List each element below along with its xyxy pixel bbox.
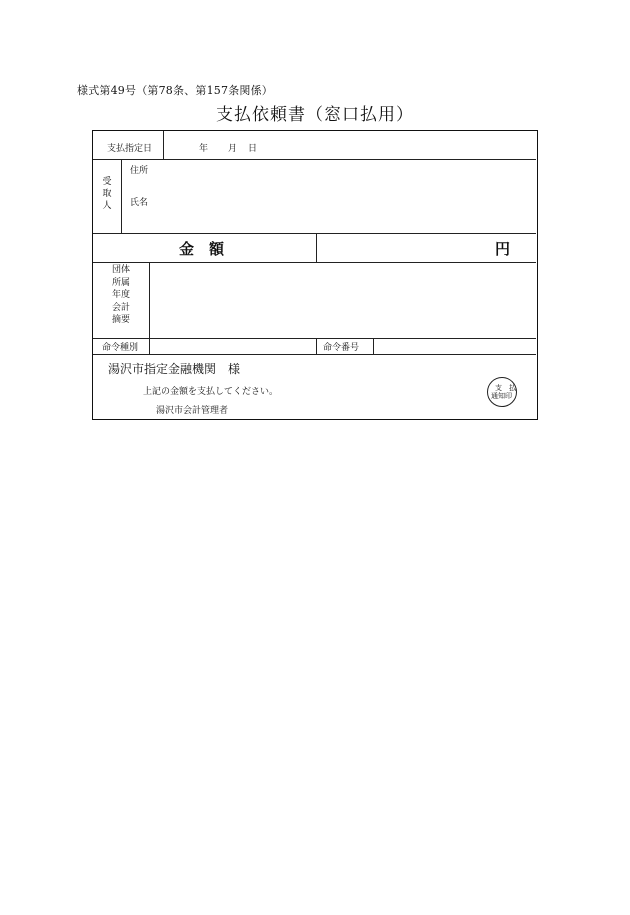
notice-seal-icon — [487, 377, 517, 407]
row-divider-recipient — [93, 233, 536, 234]
payment-date-label: 支払指定日 — [107, 144, 153, 154]
address-label: 住所 — [130, 166, 149, 176]
col-divider-order-number — [373, 338, 374, 354]
col-divider-summary — [149, 262, 150, 338]
addressee-text: 湯沢市指定金融機関 様 — [108, 362, 241, 376]
request-text: 上記の金額を支払してください。 — [143, 387, 279, 397]
summary-label — [103, 264, 139, 327]
payment-date-year-label: 年 — [199, 144, 209, 154]
order-number-label: 命令番号 — [323, 343, 360, 353]
col-divider-amount — [316, 233, 317, 262]
order-type-label: 命令種別 — [102, 343, 139, 353]
row-divider-amount — [93, 262, 536, 263]
seal-top-text: 支 払 — [495, 384, 516, 392]
payment-date-day-label: 日 — [248, 144, 258, 154]
amount-unit-label: 円 — [495, 240, 511, 258]
amount-label: 金 額 — [179, 240, 225, 258]
name-label: 氏名 — [130, 198, 149, 208]
recipient-label — [101, 176, 113, 212]
col-divider-date — [163, 131, 164, 159]
recipient-label-char-2: 取 — [102, 189, 112, 199]
summary-label-line-5: 摘要 — [111, 315, 130, 325]
recipient-label-char-1: 受 — [102, 177, 112, 187]
seal-bottom-text: 通知印 — [491, 392, 512, 400]
col-divider-order-middle — [316, 338, 317, 354]
payment-date-month-label: 月 — [228, 144, 238, 154]
payment-request-form — [92, 130, 538, 420]
row-divider-order — [93, 354, 536, 355]
col-divider-recipient — [121, 159, 122, 233]
summary-label-line-3: 年度 — [111, 290, 130, 300]
form-title: 支払依頼書（窓口払用） — [216, 105, 414, 125]
row-divider-summary — [93, 338, 536, 339]
summary-label-line-1: 団体 — [111, 265, 130, 275]
col-divider-order-type — [149, 338, 150, 354]
recipient-label-char-3: 人 — [102, 201, 112, 211]
row-divider-date — [93, 159, 536, 160]
issuer-text: 湯沢市会計管理者 — [156, 406, 229, 416]
summary-label-line-4: 会計 — [111, 302, 130, 313]
summary-label-line-2: 所属 — [111, 277, 130, 288]
form-reference: 様式第49号（第78条、第157条関係） — [77, 84, 273, 97]
